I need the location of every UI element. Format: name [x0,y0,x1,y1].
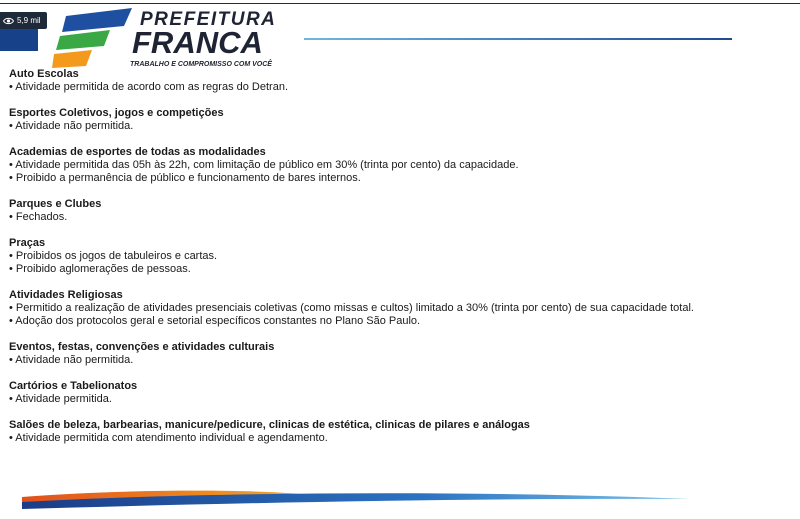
section-title: Praças [9,237,46,249]
section-parques-clubes [9,198,749,224]
logo-tagline: TRABALHO E COMPROMISSO COM VOCÊ [130,61,272,68]
section-academias [9,146,749,185]
section-title: Esportes Coletivos, jogos e competições [9,107,224,119]
logo-title-line2: FRANCA [132,25,263,60]
view-count: 5,9 mil [17,16,41,25]
eye-icon [3,17,14,25]
logo-title-line1: PREFEITURA [140,9,277,30]
measures-list [9,68,749,458]
footer-swoosh [0,482,800,519]
blue-corner-tab [0,29,38,51]
section-esportes-coletivos [9,107,749,133]
section-item: • Atividade não permitida. [9,354,134,366]
section-item: • Proibido aglomerações de pessoas. [9,263,191,275]
section-title: Academias de esportes de todas as modalidades [9,146,266,158]
section-title: Auto Escolas [9,68,79,80]
section-item: • Proibidos os jogos de tabuleiros e cartas. [9,250,218,262]
section-item: • Atividade permitida das 05h às 22h, com limitação de público em 30% (trinta por cento) da capacidade. [9,159,519,171]
section-item: • Atividade permitida de acordo com as regras do Detran. [9,81,288,93]
section-auto-escolas [9,68,749,94]
section-pracas [9,237,749,276]
section-cartorios [9,380,749,406]
section-title: Atividades Religiosas [9,289,123,301]
logo-mark-icon [52,6,134,68]
header-rule [304,38,732,40]
section-title: Salões de beleza, barbearias, manicure/pedicure, clinicas de estética, clinicas de pilares e análogas [9,419,530,431]
section-item: • Fechados. [9,211,68,223]
section-eventos [9,341,749,367]
section-saloes-beleza [9,419,749,445]
section-title: Eventos, festas, convenções e atividades culturais [9,341,275,353]
prefeitura-franca-logo [52,6,292,68]
section-item: • Adoção dos protocolos geral e setorial específicos constantes no Plano São Paulo. [9,315,421,327]
section-atividades-religiosas [9,289,749,328]
section-title: Cartórios e Tabelionatos [9,380,138,392]
section-item: • Permitido a realização de atividades presenciais coletivas (como missas e cultos) limitado a 30% (trinta por cento) de sua capacidade total. [9,302,694,314]
section-item: • Proibido a permanência de público e funcionamento de bares internos. [9,172,361,184]
section-item: • Atividade não permitida. [9,120,134,132]
section-title: Parques e Clubes [9,198,102,210]
view-count-badge [0,12,47,29]
section-item: • Atividade permitida com atendimento individual e agendamento. [9,432,328,444]
top-border-line [0,3,800,4]
section-item: • Atividade permitida. [9,393,112,405]
